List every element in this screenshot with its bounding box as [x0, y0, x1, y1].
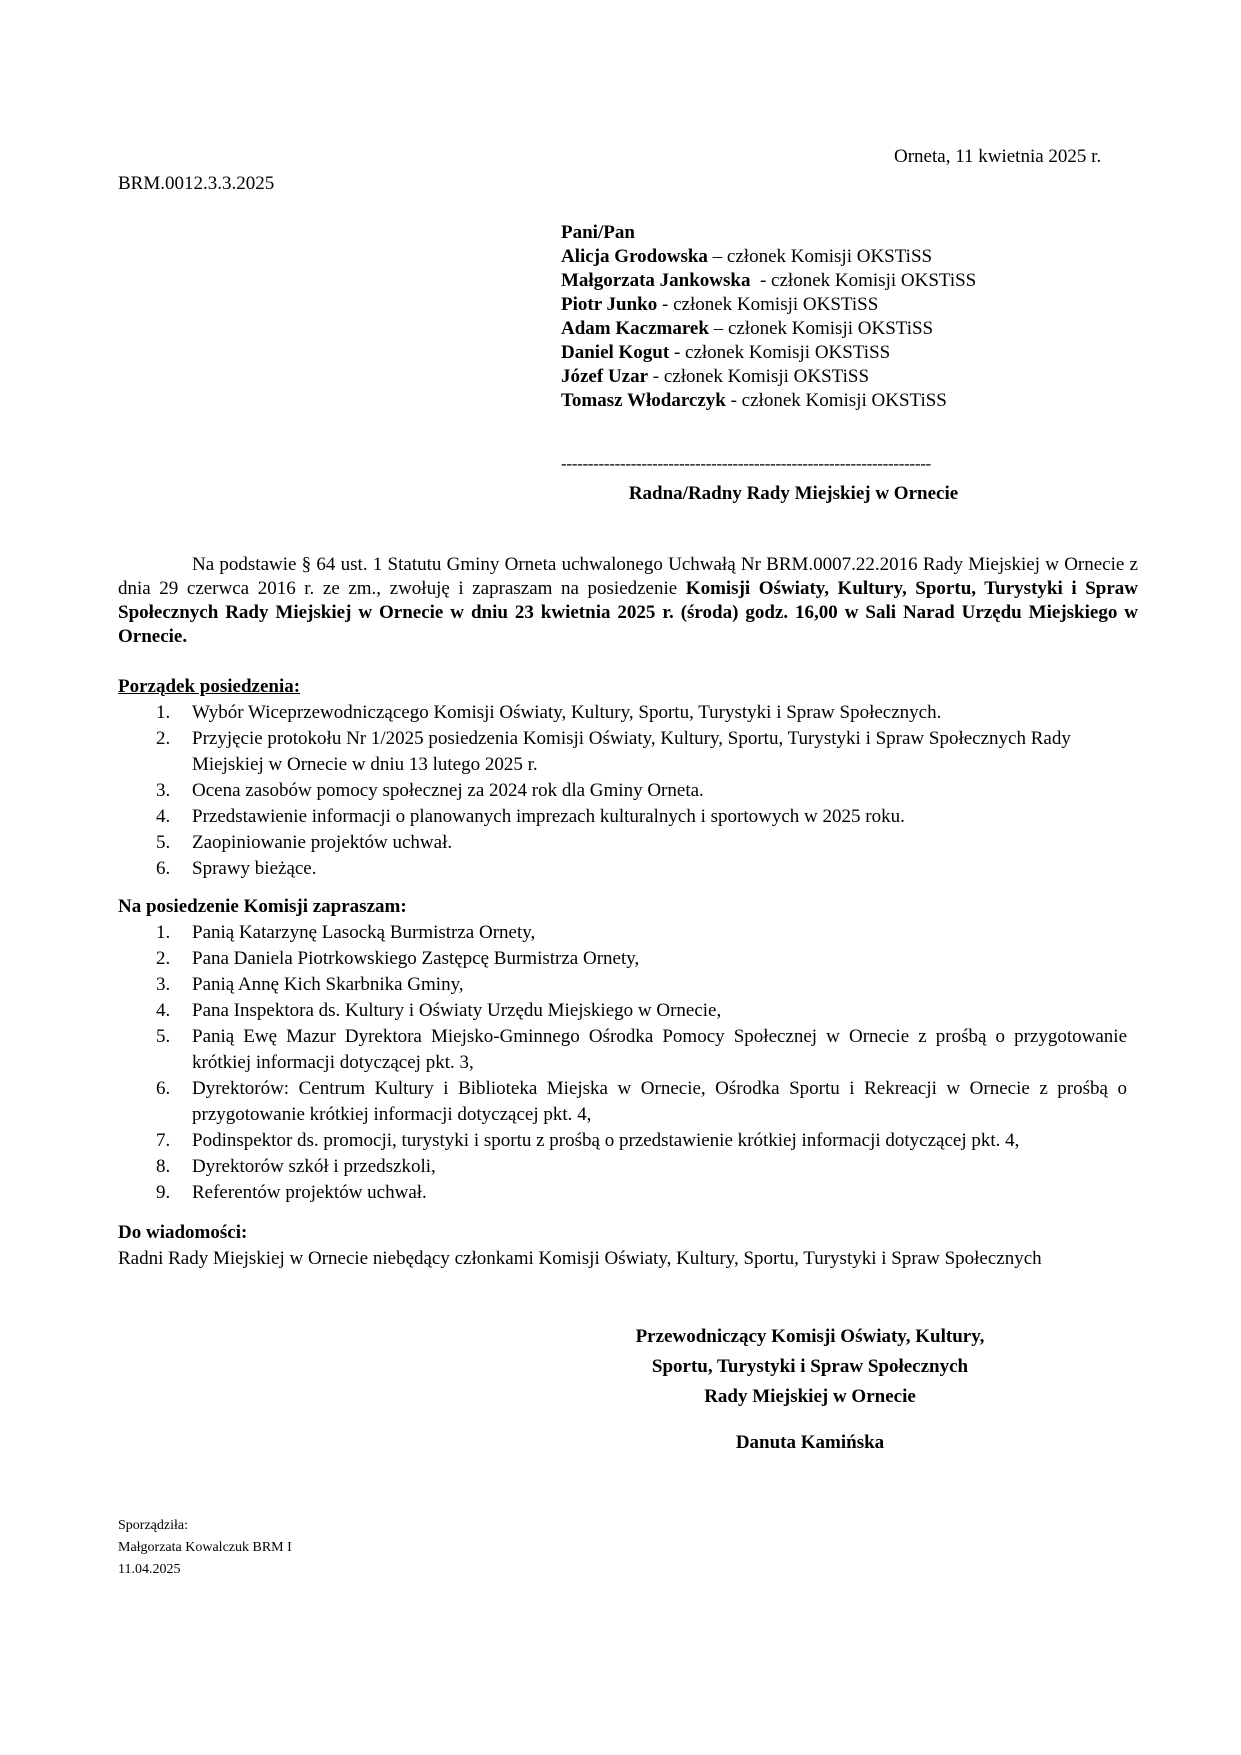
invitee-item	[118, 1024, 1138, 1076]
member-name: Adam Kaczmarek	[561, 318, 709, 339]
agenda-item	[118, 700, 1138, 726]
member-role: - członek Komisji OKSTiSS	[657, 294, 879, 315]
place-date: Orneta, 11 kwietnia 2025 r.	[894, 146, 1102, 167]
item-number: 2.	[156, 728, 171, 749]
reference-number: BRM.0012.3.3.2025	[118, 173, 275, 194]
item-text: Pana Daniela Piotrkowskiego Zastępcę Burmistrza Ornety,	[192, 948, 640, 969]
salutation: Pani/Pan	[561, 222, 635, 243]
item-number: 4.	[156, 806, 171, 827]
agenda-item	[118, 726, 1138, 778]
invitee-item	[118, 1180, 1138, 1206]
member-name: Piotr Junko	[561, 294, 658, 315]
agenda-list	[118, 700, 1138, 882]
member-name: Tomasz Włodarczyk	[561, 390, 726, 411]
item-text: Panią Annę Kich Skarbnika Gminy,	[192, 974, 464, 995]
intro-meeting-details: Komisji Oświaty, Kultury, Sportu, Turystyki i Spraw Społecznych Rady Miejskiej w Ornecie w dniu 23 kwietnia 2025 r. (środa) godz. 16,00 w Sali Narad Urzędu Miejskiego w Ornecie.	[118, 578, 1138, 647]
member-role: – członek Komisji OKSTiSS	[707, 246, 933, 267]
intro-text: Na podstawie § 64 ust. 1 Statutu Gminy Orneta uchwalonego Uchwałą Nr BRM.0007.22.2016 Rady Miejskiej w Ornecie z dnia 29 czerwca 2016 r. ze zm., zwołuję i zapraszam na posiedzenie	[118, 554, 1138, 599]
signature-title-line: Rady Miejskiej w Ornecie	[704, 1386, 916, 1407]
item-number: 6.	[156, 858, 171, 879]
member-line	[561, 269, 976, 293]
cc-section	[118, 1220, 1138, 1272]
member-line	[561, 317, 976, 341]
agenda-item	[118, 804, 1138, 830]
blank-title: Radna/Radny Rady Miejskiej w Ornecie	[628, 483, 959, 504]
item-number: 7.	[156, 1130, 171, 1151]
item-number: 3.	[156, 974, 171, 995]
item-text: Pana Inspektora ds. Kultury i Oświaty Urzędu Miejskiego w Ornecie,	[192, 1000, 722, 1021]
member-line	[561, 293, 976, 317]
item-text: Sprawy bieżące.	[192, 858, 317, 879]
item-number: 8.	[156, 1156, 171, 1177]
blank-line: ---------------------------------------------------------------------	[561, 454, 931, 473]
prepared-date: 11.04.2025	[118, 1562, 181, 1577]
item-text: Wybór Wiceprzewodniczącego Komisji Oświaty, Kultury, Sportu, Turystyki i Spraw Społecznych.	[192, 702, 942, 723]
invitee-item	[118, 998, 1138, 1024]
agenda-item	[118, 830, 1138, 856]
item-number: 2.	[156, 948, 171, 969]
prepared-name: Małgorzata Kowalczuk BRM I	[118, 1540, 292, 1555]
member-role: - członek Komisji OKSTiSS	[750, 270, 977, 291]
signature-title-line: Przewodniczący Komisji Oświaty, Kultury,	[635, 1326, 985, 1347]
item-text: Referentów projektów uchwał.	[192, 1182, 427, 1203]
invitee-item	[118, 1128, 1138, 1154]
intro-paragraph	[118, 553, 1138, 649]
signatory-name: Danuta Kamińska	[735, 1432, 885, 1453]
item-number: 1.	[156, 702, 171, 723]
member-line	[561, 365, 976, 389]
item-text: Zaopiniowanie projektów uchwał.	[192, 832, 453, 853]
item-text: Przyjęcie protokołu Nr 1/2025 posiedzenia Komisji Oświaty, Kultury, Sportu, Turystyki i Spraw Społecznych Rady Miejskiej w Ornecie w dniu 13 lutego 2025 r.	[192, 728, 1071, 775]
invitees-section	[118, 894, 1138, 1206]
invitee-item	[118, 946, 1138, 972]
invitees-list	[118, 920, 1138, 1206]
invitee-item	[118, 920, 1138, 946]
member-line	[561, 389, 976, 413]
item-text: Panią Ewę Mazur Dyrektora Miejsko-Gminnego Ośrodka Pomocy Społecznej w Ornecie z prośbą o przygotowanie krótkiej informacji dotyczącej pkt. 3,	[192, 1026, 1127, 1073]
invitee-item	[118, 1154, 1138, 1180]
agenda-section	[118, 674, 1138, 882]
member-role: – członek Komisji OKSTiSS	[708, 318, 934, 339]
invitees-heading: Na posiedzenie Komisji zapraszam:	[118, 896, 407, 917]
member-name: Małgorzata Jankowska	[561, 270, 751, 291]
cc-heading: Do wiadomości:	[118, 1222, 248, 1243]
prepared-by	[118, 1515, 292, 1581]
item-number: 6.	[156, 1078, 171, 1099]
item-number: 9.	[156, 1182, 171, 1203]
member-line	[561, 245, 976, 269]
member-role: - członek Komisji OKSTiSS	[725, 390, 947, 411]
agenda-heading: Porządek posiedzenia:	[118, 676, 301, 697]
signature-block	[560, 1322, 1060, 1412]
member-role: - członek Komisji OKSTiSS	[669, 342, 891, 363]
item-text: Podinspektor ds. promocji, turystyki i sportu z prośbą o przedstawienie krótkiej informacji dotyczącej pkt. 4,	[192, 1130, 1020, 1151]
item-text: Panią Katarzynę Lasocką Burmistrza Ornety,	[192, 922, 536, 943]
member-role: - członek Komisji OKSTiSS	[648, 366, 870, 387]
member-line	[561, 341, 976, 365]
item-number: 1.	[156, 922, 171, 943]
agenda-item	[118, 778, 1138, 804]
item-number: 3.	[156, 780, 171, 801]
item-number: 5.	[156, 1026, 171, 1047]
signature-title-line: Sportu, Turystyki i Spraw Społecznych	[651, 1356, 969, 1377]
item-text: Ocena zasobów pomocy społecznej za 2024 rok dla Gminy Orneta.	[192, 780, 704, 801]
item-number: 4.	[156, 1000, 171, 1021]
item-text: Przedstawienie informacji o planowanych imprezach kulturalnych i sportowych w 2025 roku.	[192, 806, 905, 827]
invitee-item	[118, 972, 1138, 998]
prepared-label: Sporządziła:	[118, 1518, 188, 1533]
item-text: Dyrektorów: Centrum Kultury i Biblioteka Miejska w Ornecie, Ośrodka Sportu i Rekreacji w Ornecie z prośbą o przygotowanie krótkiej informacji dotyczącej pkt. 4,	[192, 1078, 1127, 1125]
agenda-item	[118, 856, 1138, 882]
addressee-block	[561, 221, 976, 413]
member-name: Daniel Kogut	[561, 342, 670, 363]
item-text: Dyrektorów szkół i przedszkoli,	[192, 1156, 436, 1177]
item-number: 5.	[156, 832, 171, 853]
invitee-item	[118, 1076, 1138, 1128]
member-name: Józef Uzar	[561, 366, 649, 387]
cc-text: Radni Rady Miejskiej w Ornecie niebędący członkami Komisji Oświaty, Kultury, Sportu, Turystyki i Spraw Społecznych	[118, 1248, 1042, 1269]
member-name: Alicja Grodowska	[561, 246, 708, 267]
